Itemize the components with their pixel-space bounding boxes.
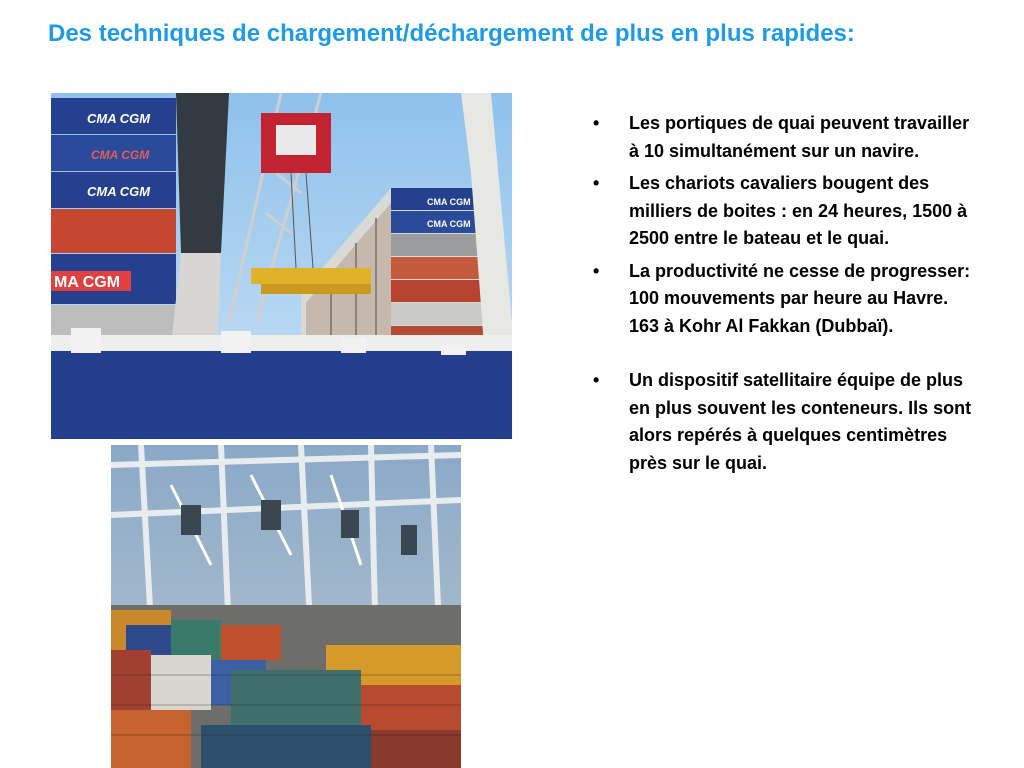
bullet-item — [593, 110, 983, 165]
container-terminal-photo — [111, 445, 461, 768]
bullet-marker: • — [593, 113, 600, 133]
hull-logo-text: CMA CGM — [91, 148, 150, 162]
hull-logo-text: CMA CGM — [427, 219, 471, 229]
hull-logo-text: CMA CGM — [87, 111, 151, 126]
ship-loading-photo — [51, 93, 512, 439]
bullet-marker: • — [593, 173, 600, 193]
hull-logo-text: CMA CGM — [427, 197, 471, 207]
hull-logo-text: CMA CGM — [87, 184, 151, 199]
bullet-list — [593, 110, 983, 482]
bullet-item — [593, 367, 983, 477]
container-stack-left — [51, 98, 176, 335]
bullet-item — [593, 258, 983, 341]
bullet-marker: • — [593, 260, 600, 281]
bullet-item — [593, 170, 983, 253]
hull-logo-text: MA CGM — [54, 274, 121, 291]
bullet-text: La productivité ne cesse de progresser: 100 mouvements par heure au Havre. 163 à Kohr Al Fakkan (Dubbaï). — [629, 260, 971, 336]
bullet-text: Les chariots cavaliers bougent des milliers de boites : en 24 heures, 1500 à 2500 entre le bateau et le quai. — [629, 173, 968, 248]
bullet-text: Un dispositif satellitaire équipe de plus en plus souvent les conteneurs. Ils sont alors repérés à quelques centimètres près sur le quai. — [629, 370, 972, 473]
bullet-text: Les portiques de quai peuvent travailler à 10 simultanément sur un navire. — [629, 113, 970, 161]
slide-title: Des techniques de chargement/déchargement de plus en plus rapides: — [48, 20, 855, 47]
bullet-marker: • — [593, 370, 600, 390]
